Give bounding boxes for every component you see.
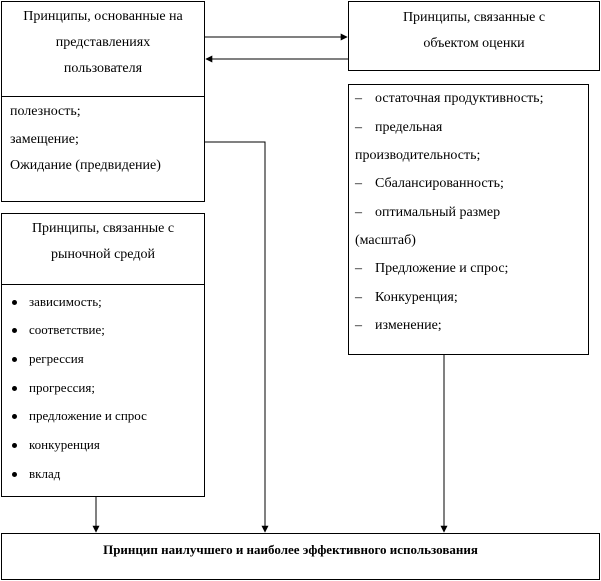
object-principles-list-box [348,84,589,355]
object-item: – Сбалансированность; [355,176,504,191]
object-item: производительность; [355,148,481,163]
user-item: Ожидание (предвидение) [10,158,161,173]
object-item: – остаточная продуктивность; [355,91,544,106]
user-item: замещение; [10,132,79,147]
bullet-icon [12,386,17,391]
user-principles-title: Принципы, основанные на представлениях пользователя [23,9,183,76]
market-principles-box [1,213,205,497]
bullet-icon [12,472,17,477]
market-item: вклад [12,466,60,482]
object-item: – изменение; [355,318,442,333]
market-item: зависимость; [12,294,102,310]
market-principles-title: Принципы, связанные с рыночной средой [31,221,175,262]
best-use-principle-label: Принцип наилучшего и наиболее эффективного использования [103,542,478,557]
object-item: – Предложение и спрос; [355,261,509,276]
object-item: – Конкуренция; [355,290,458,305]
bullet-icon [12,443,17,448]
market-item: соответствие; [12,322,105,338]
bullet-icon [12,328,17,333]
best-use-principle-box [1,533,600,580]
market-item: прогрессия; [12,380,95,396]
object-item: – предельная [355,120,443,135]
market-item: предложение и спрос [12,408,147,424]
market-item: регрессия [12,351,84,367]
bullet-icon [12,357,17,362]
user-principles-box [1,1,205,202]
object-principles-title-box [348,1,600,71]
bullet-icon [12,300,17,305]
market-item: конкуренция [12,437,100,453]
arrow-user-to-result [205,142,265,532]
bullet-icon [12,414,17,419]
object-item: – оптимальный размер [355,205,501,220]
object-principles-title: Принципы, связанные с объектом оценки [402,10,546,51]
user-item: полезность; [10,104,81,119]
object-item: (масштаб) [355,233,416,248]
